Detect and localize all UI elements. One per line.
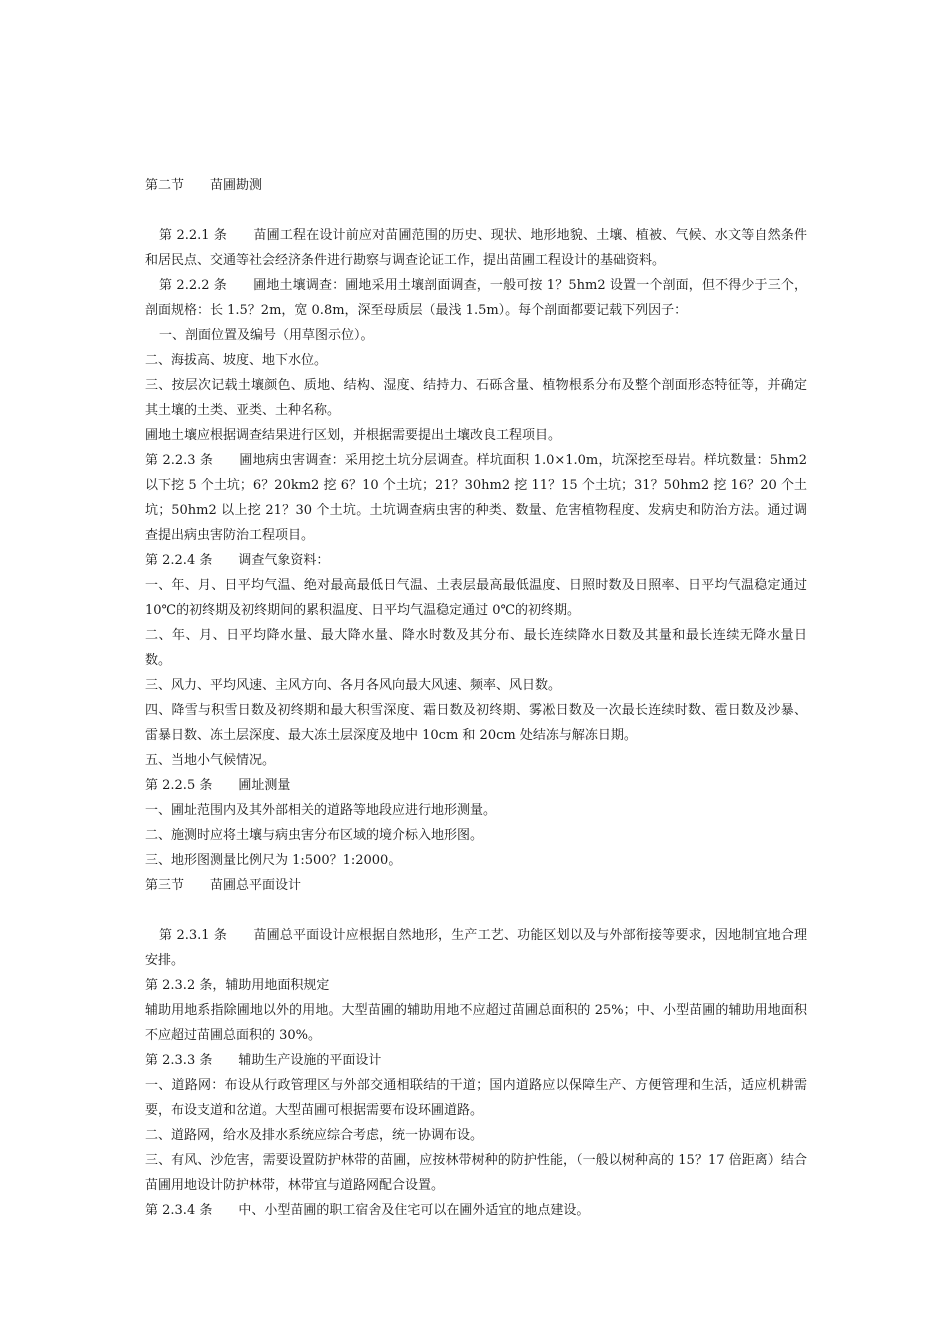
list-item: 二、年、月、日平均降水量、最大降水量、降水时数及其分布、最长连续降水日数及其量和最长连续无降水量日数。: [145, 628, 807, 668]
clause-2-2-2: 第 2.2.2 条 圃地土壤调查：圃地采用土壤剖面调查，一般可按 1？5hm2 设置一个剖面，但不得少于三个，剖面规格：长 1.5？2m，宽 0.8m，深至母质层（最浅 1.5m）。每个剖面都要记载下列因子：: [145, 278, 807, 318]
list-item: 三、有风、沙危害，需要设置防护林带的苗圃，应按林带树种的防护性能，（一般以树种高的 15？17 倍距离）结合苗圃用地设计防护林带，林带宜与道路网配合设置。: [145, 1153, 807, 1193]
document-page: [145, 173, 807, 1223]
clause-2-3-3: 第 2.3.3 条 辅助生产设施的平面设计: [145, 1053, 382, 1068]
clause-2-2-4: 第 2.2.4 条 调查气象资料：: [145, 553, 330, 568]
list-item: 二、道路网，给水及排水系统应综合考虑，统一协调布设。: [145, 1128, 484, 1143]
clause-2-2-5: 第 2.2.5 条 圃址测量: [145, 778, 291, 793]
spacer: [145, 898, 807, 923]
list-item: 三、按层次记载土壤颜色、质地、结构、湿度、结持力、石砾含量、植物根系分布及整个剖面形态特征等，并确定其土壤的土类、亚类、土种名称。: [145, 378, 807, 418]
list-item: 五、当地小气候情况。: [145, 753, 276, 768]
list-item: 三、风力、平均风速、主风方向、各月各风向最大风速、频率、风日数。: [145, 678, 562, 693]
clause-2-3-2: 第 2.3.2 条，辅助用地面积规定: [145, 978, 330, 993]
paragraph: 圃地土壤应根据调查结果进行区划，并根据需要提出土壤改良工程项目。: [145, 428, 562, 443]
list-item: 二、海拔高、坡度、地下水位。: [145, 353, 328, 368]
spacer: [145, 198, 807, 223]
clause-2-2-1: 第 2.2.1 条 苗圃工程在设计前应对苗圃范围的历史、现状、地形地貌、土壤、植被、气候、水文等自然条件和居民点、交通等社会经济条件进行勘察与调查论证工作，提出苗圃工程设计的基础资料。: [145, 228, 807, 268]
section-3-heading: 第三节 苗圃总平面设计: [145, 878, 302, 893]
list-item: 一、圃址范围内及其外部相关的道路等地段应进行地形测量。: [145, 803, 497, 818]
list-item: 三、地形图测量比例尺为 1:500？1:2000。: [145, 853, 402, 868]
clause-2-3-4: 第 2.3.4 条 中、小型苗圃的职工宿舍及住宅可以在圃外适宜的地点建设。: [145, 1203, 590, 1218]
list-item: 一、道路网：布设从行政管理区与外部交通相联结的干道；国内道路应以保障生产、方便管理和生活，适应机耕需要，布设支道和岔道。大型苗圃可根据需要布设环圃道路。: [145, 1078, 807, 1118]
clause-2-2-3: 第 2.2.3 条 圃地病虫害调查：采用挖土坑分层调查。样坑面积 1.0×1.0m，坑深挖至母岩。样坑数量：5hm2 以下挖 5 个土坑；6？20km2 挖 6？10 个土坑；21？30hm2 挖 11？15 个土坑；31？50hm2 挖 16？20 个土坑；50hm2 以上挖 21？30 个土坑。土坑调查病虫害的种类、数量、危害植物程度、发病史和防治方法。通过调查提出病虫害防治工程项目。: [145, 453, 807, 543]
section-2-heading: 第二节 苗圃勘测: [145, 178, 263, 193]
list-item: 二、施测时应将土壤与病虫害分布区域的境介标入地形图。: [145, 828, 484, 843]
list-item: 四、降雪与积雪日数及初终期和最大积雪深度、霜日数及初终期、雾凇日数及一次最长连续时数、雹日数及沙暴、雷暴日数、冻土层深度、最大冻土层深度及地中 10cm 和 20cm 处结冻与解冻日期。: [145, 703, 807, 743]
list-item: 一、剖面位置及编号（用草图示位）。: [159, 328, 374, 343]
paragraph: 辅助用地系指除圃地以外的用地。大型苗圃的辅助用地不应超过苗圃总面积的 25%；中、小型苗圃的辅助用地面积不应超过苗圃总面积的 30%。: [145, 1003, 807, 1043]
clause-2-3-1: 第 2.3.1 条 苗圃总平面设计应根据自然地形，生产工艺、功能区划以及与外部衔接等要求，因地制宜地合理安排。: [145, 928, 807, 968]
list-item: 一、年、月、日平均气温、绝对最高最低日气温、土表层最高最低温度、日照时数及日照率、日平均气温稳定通过 10℃的初终期及初终期间的累积温度、日平均气温稳定通过 0℃的初终期。: [145, 578, 807, 618]
